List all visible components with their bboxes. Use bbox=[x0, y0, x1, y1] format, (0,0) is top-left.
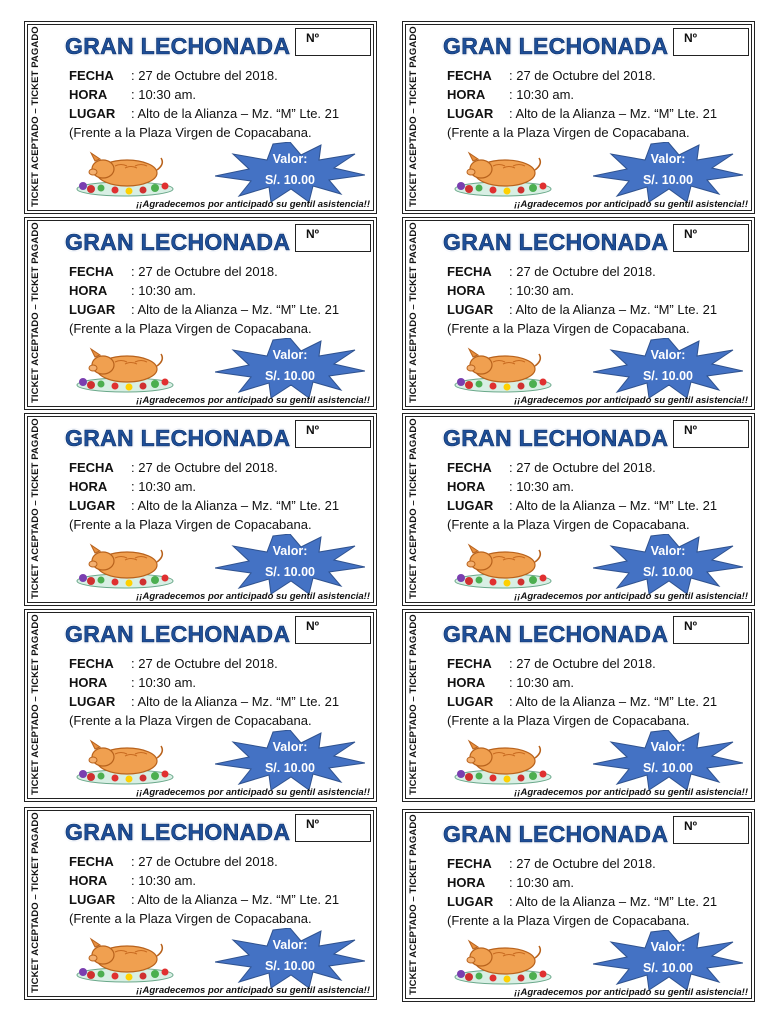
hora-row bbox=[447, 875, 574, 890]
price-badge bbox=[593, 149, 743, 191]
lugar-row bbox=[447, 694, 717, 709]
hora-value: : 10:30 am. bbox=[131, 873, 197, 888]
price-badge bbox=[215, 345, 365, 387]
location-reference: (Frente a la Plaza Virgen de Copacabana. bbox=[69, 517, 312, 532]
lugar-row bbox=[447, 894, 717, 909]
price-badge bbox=[215, 737, 365, 779]
ticket-title: GRAN LECHONADA bbox=[65, 819, 291, 845]
price-value: S/. 10.00 bbox=[264, 959, 316, 973]
lugar-label: LUGAR bbox=[447, 498, 494, 513]
fecha-value: : 27 de Octubre del 2018. bbox=[131, 68, 278, 83]
lugar-value: : Alto de la Alianza – Mz. “M” Lte. 21 bbox=[131, 892, 340, 907]
lugar-value: : Alto de la Alianza – Mz. “M” Lte. 21 bbox=[131, 106, 340, 121]
ticket-number-label: Nº bbox=[306, 817, 320, 831]
ticket-number-label: Nº bbox=[306, 619, 320, 633]
thanks-note: ¡¡Agradecemos por anticipado su gentil asistencia!! bbox=[136, 199, 370, 210]
price-value: S/. 10.00 bbox=[642, 565, 694, 579]
fecha-label: FECHA bbox=[447, 856, 492, 871]
ticket-side-text: TICKET ACEPTADO – TICKET PAGADO bbox=[408, 814, 419, 995]
fecha-row bbox=[69, 264, 278, 279]
ticket-number-box bbox=[673, 616, 749, 644]
valor-label: Valor: bbox=[650, 348, 686, 362]
ticket-number-label: Nº bbox=[684, 619, 698, 633]
ticket-number-label: Nº bbox=[306, 423, 320, 437]
location-reference: (Frente a la Plaza Virgen de Copacabana. bbox=[447, 913, 690, 928]
lugar-label: LUGAR bbox=[69, 498, 116, 513]
ticket-number-box bbox=[295, 224, 371, 252]
thanks-note: ¡¡Agradecemos por anticipado su gentil asistencia!! bbox=[514, 591, 748, 602]
lugar-value: : Alto de la Alianza – Mz. “M” Lte. 21 bbox=[509, 498, 718, 513]
roast-pig-icon bbox=[75, 538, 183, 590]
ticket-number-label: Nº bbox=[684, 227, 698, 241]
fecha-label: FECHA bbox=[447, 460, 492, 475]
thanks-note: ¡¡Agradecemos por anticipado su gentil asistencia!! bbox=[514, 787, 748, 798]
valor-label: Valor: bbox=[650, 740, 686, 754]
hora-row bbox=[69, 479, 196, 494]
fecha-label: FECHA bbox=[447, 264, 492, 279]
lugar-value: : Alto de la Alianza – Mz. “M” Lte. 21 bbox=[131, 498, 340, 513]
ticket-number-box bbox=[295, 814, 371, 842]
fecha-row bbox=[69, 68, 278, 83]
ticket-number-box bbox=[673, 28, 749, 56]
ticket-side-text: TICKET ACEPTADO – TICKET PAGADO bbox=[408, 222, 419, 403]
fecha-label: FECHA bbox=[69, 656, 114, 671]
location-reference: (Frente a la Plaza Virgen de Copacabana. bbox=[447, 125, 690, 140]
hora-label: HORA bbox=[447, 675, 486, 690]
lugar-label: LUGAR bbox=[447, 894, 494, 909]
price-value: S/. 10.00 bbox=[642, 173, 694, 187]
ticket bbox=[402, 21, 755, 214]
thanks-note: ¡¡Agradecemos por anticipado su gentil asistencia!! bbox=[514, 395, 748, 406]
hora-value: : 10:30 am. bbox=[131, 87, 197, 102]
ticket-side-text: TICKET ACEPTADO – TICKET PAGADO bbox=[408, 614, 419, 795]
hora-row bbox=[69, 873, 196, 888]
thanks-note: ¡¡Agradecemos por anticipado su gentil asistencia!! bbox=[514, 987, 748, 998]
ticket-title: GRAN LECHONADA bbox=[65, 621, 291, 647]
ticket-number-label: Nº bbox=[306, 31, 320, 45]
fecha-value: : 27 de Octubre del 2018. bbox=[131, 854, 278, 869]
ticket-number-label: Nº bbox=[684, 423, 698, 437]
lugar-row bbox=[447, 498, 717, 513]
hora-label: HORA bbox=[69, 479, 108, 494]
lugar-label: LUGAR bbox=[69, 694, 116, 709]
lugar-label: LUGAR bbox=[447, 106, 494, 121]
roast-pig-icon bbox=[75, 734, 183, 786]
location-reference: (Frente a la Plaza Virgen de Copacabana. bbox=[69, 125, 312, 140]
hora-value: : 10:30 am. bbox=[131, 283, 197, 298]
ticket-number-box bbox=[673, 224, 749, 252]
hora-row bbox=[69, 283, 196, 298]
ticket-side-text: TICKET ACEPTADO – TICKET PAGADO bbox=[408, 418, 419, 599]
hora-value: : 10:30 am. bbox=[131, 479, 197, 494]
fecha-row bbox=[447, 460, 656, 475]
ticket bbox=[402, 413, 755, 606]
valor-label: Valor: bbox=[650, 152, 686, 166]
valor-label: Valor: bbox=[272, 152, 308, 166]
roast-pig-icon bbox=[453, 146, 561, 198]
price-badge bbox=[593, 345, 743, 387]
price-value: S/. 10.00 bbox=[264, 565, 316, 579]
fecha-value: : 27 de Octubre del 2018. bbox=[509, 656, 656, 671]
ticket-side-text: TICKET ACEPTADO – TICKET PAGADO bbox=[30, 222, 41, 403]
ticket-number-box bbox=[673, 420, 749, 448]
fecha-value: : 27 de Octubre del 2018. bbox=[509, 264, 656, 279]
lugar-label: LUGAR bbox=[69, 106, 116, 121]
ticket-side-text: TICKET ACEPTADO – TICKET PAGADO bbox=[30, 418, 41, 599]
roast-pig-icon bbox=[75, 146, 183, 198]
ticket-title: GRAN LECHONADA bbox=[443, 821, 669, 847]
price-badge bbox=[215, 149, 365, 191]
ticket bbox=[402, 609, 755, 802]
price-value: S/. 10.00 bbox=[264, 173, 316, 187]
ticket-title: GRAN LECHONADA bbox=[443, 229, 669, 255]
thanks-note: ¡¡Agradecemos por anticipado su gentil asistencia!! bbox=[136, 787, 370, 798]
ticket bbox=[24, 807, 377, 1000]
valor-label: Valor: bbox=[650, 544, 686, 558]
fecha-value: : 27 de Octubre del 2018. bbox=[131, 264, 278, 279]
price-badge bbox=[215, 541, 365, 583]
fecha-label: FECHA bbox=[69, 68, 114, 83]
ticket-number-box bbox=[295, 616, 371, 644]
lugar-row bbox=[69, 106, 339, 121]
price-value: S/. 10.00 bbox=[264, 761, 316, 775]
fecha-value: : 27 de Octubre del 2018. bbox=[509, 460, 656, 475]
price-value: S/. 10.00 bbox=[264, 369, 316, 383]
hora-label: HORA bbox=[447, 875, 486, 890]
lugar-value: : Alto de la Alianza – Mz. “M” Lte. 21 bbox=[509, 694, 718, 709]
lugar-value: : Alto de la Alianza – Mz. “M” Lte. 21 bbox=[509, 894, 718, 909]
fecha-label: FECHA bbox=[447, 656, 492, 671]
roast-pig-icon bbox=[75, 932, 183, 984]
hora-row bbox=[447, 283, 574, 298]
fecha-row bbox=[69, 656, 278, 671]
ticket-number-box bbox=[295, 420, 371, 448]
ticket-number-label: Nº bbox=[306, 227, 320, 241]
ticket bbox=[24, 413, 377, 606]
price-value: S/. 10.00 bbox=[642, 369, 694, 383]
hora-row bbox=[69, 675, 196, 690]
lugar-row bbox=[69, 892, 339, 907]
price-value: S/. 10.00 bbox=[642, 761, 694, 775]
location-reference: (Frente a la Plaza Virgen de Copacabana. bbox=[69, 911, 312, 926]
fecha-row bbox=[447, 264, 656, 279]
price-badge bbox=[593, 937, 743, 979]
location-reference: (Frente a la Plaza Virgen de Copacabana. bbox=[69, 713, 312, 728]
roast-pig-icon bbox=[453, 538, 561, 590]
price-badge bbox=[593, 737, 743, 779]
lugar-label: LUGAR bbox=[69, 892, 116, 907]
fecha-value: : 27 de Octubre del 2018. bbox=[131, 656, 278, 671]
valor-label: Valor: bbox=[272, 938, 308, 952]
ticket-side-text: TICKET ACEPTADO – TICKET PAGADO bbox=[30, 614, 41, 795]
roast-pig-icon bbox=[75, 342, 183, 394]
ticket-title: GRAN LECHONADA bbox=[443, 621, 669, 647]
ticket-side-text: TICKET ACEPTADO – TICKET PAGADO bbox=[30, 26, 41, 207]
lugar-label: LUGAR bbox=[69, 302, 116, 317]
lugar-label: LUGAR bbox=[447, 694, 494, 709]
hora-row bbox=[447, 479, 574, 494]
ticket-title: GRAN LECHONADA bbox=[443, 425, 669, 451]
fecha-row bbox=[69, 854, 278, 869]
lugar-value: : Alto de la Alianza – Mz. “M” Lte. 21 bbox=[131, 694, 340, 709]
thanks-note: ¡¡Agradecemos por anticipado su gentil asistencia!! bbox=[514, 199, 748, 210]
fecha-row bbox=[69, 460, 278, 475]
price-value: S/. 10.00 bbox=[642, 961, 694, 975]
thanks-note: ¡¡Agradecemos por anticipado su gentil asistencia!! bbox=[136, 395, 370, 406]
lugar-value: : Alto de la Alianza – Mz. “M” Lte. 21 bbox=[131, 302, 340, 317]
ticket bbox=[24, 609, 377, 802]
fecha-label: FECHA bbox=[69, 460, 114, 475]
price-badge bbox=[215, 935, 365, 977]
hora-value: : 10:30 am. bbox=[509, 283, 575, 298]
ticket bbox=[402, 217, 755, 410]
lugar-row bbox=[69, 498, 339, 513]
lugar-row bbox=[447, 106, 717, 121]
hora-label: HORA bbox=[69, 873, 108, 888]
hora-value: : 10:30 am. bbox=[509, 479, 575, 494]
lugar-row bbox=[69, 302, 339, 317]
location-reference: (Frente a la Plaza Virgen de Copacabana. bbox=[69, 321, 312, 336]
valor-label: Valor: bbox=[650, 940, 686, 954]
lugar-value: : Alto de la Alianza – Mz. “M” Lte. 21 bbox=[509, 106, 718, 121]
ticket-side-text: TICKET ACEPTADO – TICKET PAGADO bbox=[408, 26, 419, 207]
lugar-value: : Alto de la Alianza – Mz. “M” Lte. 21 bbox=[509, 302, 718, 317]
fecha-value: : 27 de Octubre del 2018. bbox=[131, 460, 278, 475]
hora-value: : 10:30 am. bbox=[131, 675, 197, 690]
ticket bbox=[24, 217, 377, 410]
hora-row bbox=[69, 87, 196, 102]
ticket-title: GRAN LECHONADA bbox=[443, 33, 669, 59]
fecha-value: : 27 de Octubre del 2018. bbox=[509, 68, 656, 83]
valor-label: Valor: bbox=[272, 544, 308, 558]
roast-pig-icon bbox=[453, 734, 561, 786]
roast-pig-icon bbox=[453, 934, 561, 986]
hora-value: : 10:30 am. bbox=[509, 875, 575, 890]
ticket-number-box bbox=[673, 816, 749, 844]
hora-row bbox=[447, 675, 574, 690]
thanks-note: ¡¡Agradecemos por anticipado su gentil asistencia!! bbox=[136, 985, 370, 996]
ticket-number-label: Nº bbox=[684, 31, 698, 45]
fecha-label: FECHA bbox=[69, 854, 114, 869]
location-reference: (Frente a la Plaza Virgen de Copacabana. bbox=[447, 517, 690, 532]
location-reference: (Frente a la Plaza Virgen de Copacabana. bbox=[447, 713, 690, 728]
hora-row bbox=[447, 87, 574, 102]
fecha-value: : 27 de Octubre del 2018. bbox=[509, 856, 656, 871]
hora-label: HORA bbox=[69, 87, 108, 102]
lugar-row bbox=[69, 694, 339, 709]
ticket bbox=[402, 809, 755, 1002]
lugar-label: LUGAR bbox=[447, 302, 494, 317]
ticket bbox=[24, 21, 377, 214]
hora-label: HORA bbox=[447, 87, 486, 102]
ticket-number-label: Nº bbox=[684, 819, 698, 833]
fecha-row bbox=[447, 68, 656, 83]
ticket-number-box bbox=[295, 28, 371, 56]
ticket-title: GRAN LECHONADA bbox=[65, 33, 291, 59]
hora-value: : 10:30 am. bbox=[509, 87, 575, 102]
lugar-row bbox=[447, 302, 717, 317]
valor-label: Valor: bbox=[272, 740, 308, 754]
ticket-title: GRAN LECHONADA bbox=[65, 425, 291, 451]
roast-pig-icon bbox=[453, 342, 561, 394]
hora-label: HORA bbox=[447, 283, 486, 298]
valor-label: Valor: bbox=[272, 348, 308, 362]
fecha-row bbox=[447, 856, 656, 871]
fecha-row bbox=[447, 656, 656, 671]
hora-label: HORA bbox=[447, 479, 486, 494]
hora-label: HORA bbox=[69, 675, 108, 690]
thanks-note: ¡¡Agradecemos por anticipado su gentil asistencia!! bbox=[136, 591, 370, 602]
fecha-label: FECHA bbox=[447, 68, 492, 83]
price-badge bbox=[593, 541, 743, 583]
ticket-title: GRAN LECHONADA bbox=[65, 229, 291, 255]
fecha-label: FECHA bbox=[69, 264, 114, 279]
hora-label: HORA bbox=[69, 283, 108, 298]
hora-value: : 10:30 am. bbox=[509, 675, 575, 690]
location-reference: (Frente a la Plaza Virgen de Copacabana. bbox=[447, 321, 690, 336]
ticket-side-text: TICKET ACEPTADO – TICKET PAGADO bbox=[30, 812, 41, 993]
